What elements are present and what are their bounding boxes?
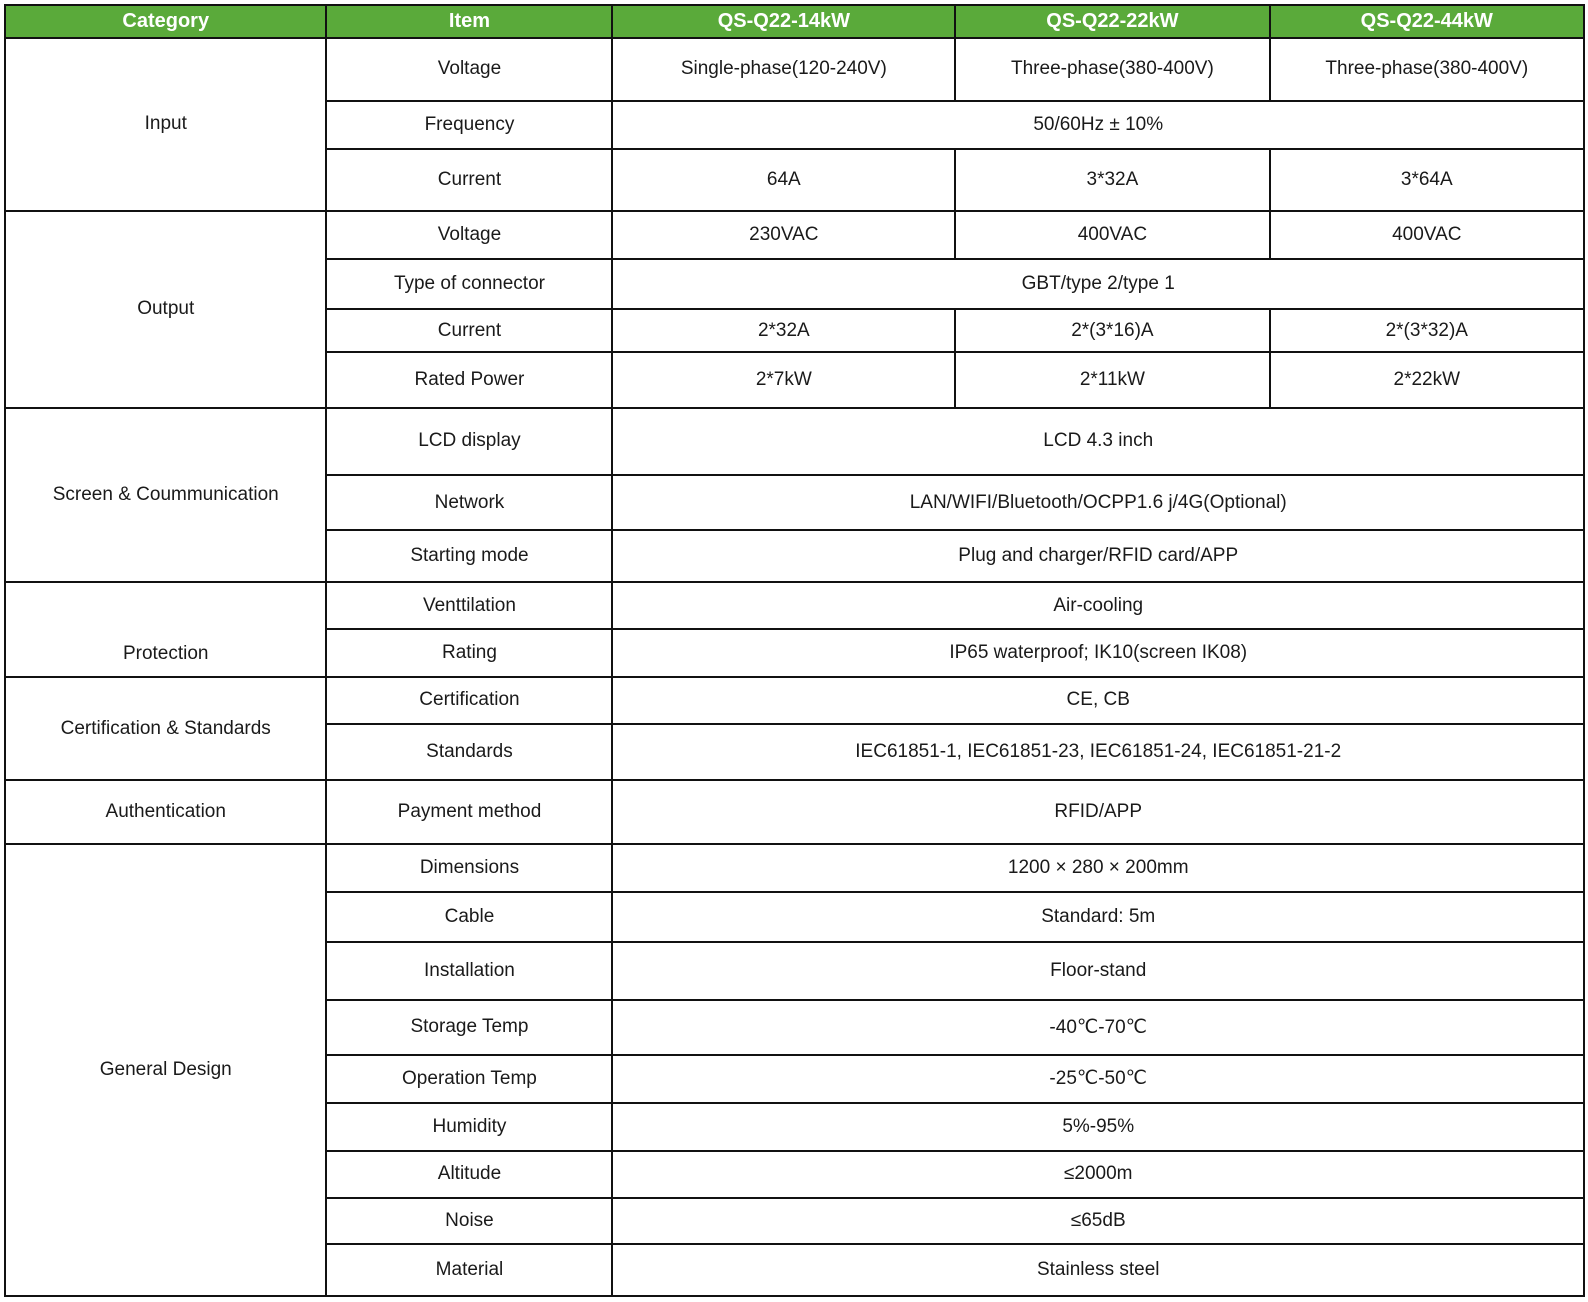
item-label: Certification [326, 677, 612, 724]
value-cell: LAN/WIFI/Bluetooth/OCPP1.6 j/4G(Optional) [612, 475, 1584, 531]
item-label: Starting mode [326, 530, 612, 582]
value-cell: 2*(3*16)A [955, 309, 1269, 352]
value-cell: IP65 waterproof; IK10(screen IK08) [612, 629, 1584, 677]
item-label: Network [326, 475, 612, 531]
item-label: Current [326, 309, 612, 352]
value-cell: RFID/APP [612, 780, 1584, 844]
value-cell: -25℃-50℃ [612, 1055, 1584, 1103]
item-label: Frequency [326, 101, 612, 150]
item-label: Payment method [326, 780, 612, 844]
table-row [5, 408, 1584, 475]
header-category: Category [5, 5, 326, 38]
item-label: Installation [326, 942, 612, 1000]
category-screen-communication: Screen & Coummunication [5, 408, 326, 582]
value-cell: 400VAC [955, 211, 1269, 260]
value-cell: 2*22kW [1270, 352, 1584, 408]
item-label: Altitude [326, 1151, 612, 1198]
value-cell: Three-phase(380-400V) [1270, 38, 1584, 101]
value-cell: Air-cooling [612, 582, 1584, 630]
value-cell: Three-phase(380-400V) [955, 38, 1269, 101]
value-cell: ≤65dB [612, 1198, 1584, 1245]
table-row [5, 677, 1584, 724]
value-cell: Floor-stand [612, 942, 1584, 1000]
value-cell: Standard: 5m [612, 892, 1584, 942]
item-label: Type of connector [326, 259, 612, 309]
value-cell: 5%-95% [612, 1103, 1584, 1152]
value-cell: 50/60Hz ± 10% [612, 101, 1584, 150]
value-cell: 2*32A [612, 309, 955, 352]
table-row [5, 780, 1584, 844]
value-cell: 3*32A [955, 149, 1269, 211]
category-protection: Protection [5, 582, 326, 677]
item-label: Standards [326, 724, 612, 781]
value-cell: 2*7kW [612, 352, 955, 408]
header-model-44kw: QS-Q22-44kW [1270, 5, 1584, 38]
value-cell: IEC61851-1, IEC61851-23, IEC61851-24, IEC61851-21-2 [612, 724, 1584, 781]
item-label: Dimensions [326, 844, 612, 893]
table-row [5, 211, 1584, 260]
value-cell: Single-phase(120-240V) [612, 38, 955, 101]
item-label: Humidity [326, 1103, 612, 1152]
value-cell: 230VAC [612, 211, 955, 260]
header-model-14kw: QS-Q22-14kW [612, 5, 955, 38]
value-cell: GBT/type 2/type 1 [612, 259, 1584, 309]
value-cell: LCD 4.3 inch [612, 408, 1584, 475]
item-label: Venttilation [326, 582, 612, 630]
item-label: Storage Temp [326, 1000, 612, 1056]
value-cell: Stainless steel [612, 1244, 1584, 1296]
table-row [5, 38, 1584, 101]
value-cell: -40℃-70℃ [612, 1000, 1584, 1056]
value-cell: ≤2000m [612, 1151, 1584, 1198]
category-certification-standards: Certification & Standards [5, 677, 326, 780]
item-label: Current [326, 149, 612, 211]
value-cell: 64A [612, 149, 955, 211]
value-cell: 400VAC [1270, 211, 1584, 260]
item-label: Voltage [326, 211, 612, 260]
item-label: Noise [326, 1198, 612, 1245]
item-label: Material [326, 1244, 612, 1296]
item-label: Rated Power [326, 352, 612, 408]
table-row [5, 844, 1584, 893]
table-row [5, 582, 1584, 630]
item-label: Voltage [326, 38, 612, 101]
value-cell: 3*64A [1270, 149, 1584, 211]
category-output: Output [5, 211, 326, 408]
header-model-22kw: QS-Q22-22kW [955, 5, 1269, 38]
header-row [5, 5, 1584, 38]
category-authentication: Authentication [5, 780, 326, 844]
item-label: Rating [326, 629, 612, 677]
category-input: Input [5, 38, 326, 211]
value-cell: CE, CB [612, 677, 1584, 724]
header-item: Item [326, 5, 612, 38]
value-cell: 1200 × 280 × 200mm [612, 844, 1584, 893]
spec-table [4, 4, 1585, 1297]
value-cell: 2*(3*32)A [1270, 309, 1584, 352]
item-label: Operation Temp [326, 1055, 612, 1103]
item-label: Cable [326, 892, 612, 942]
value-cell: 2*11kW [955, 352, 1269, 408]
item-label: LCD display [326, 408, 612, 475]
category-general-design: General Design [5, 844, 326, 1296]
value-cell: Plug and charger/RFID card/APP [612, 530, 1584, 582]
